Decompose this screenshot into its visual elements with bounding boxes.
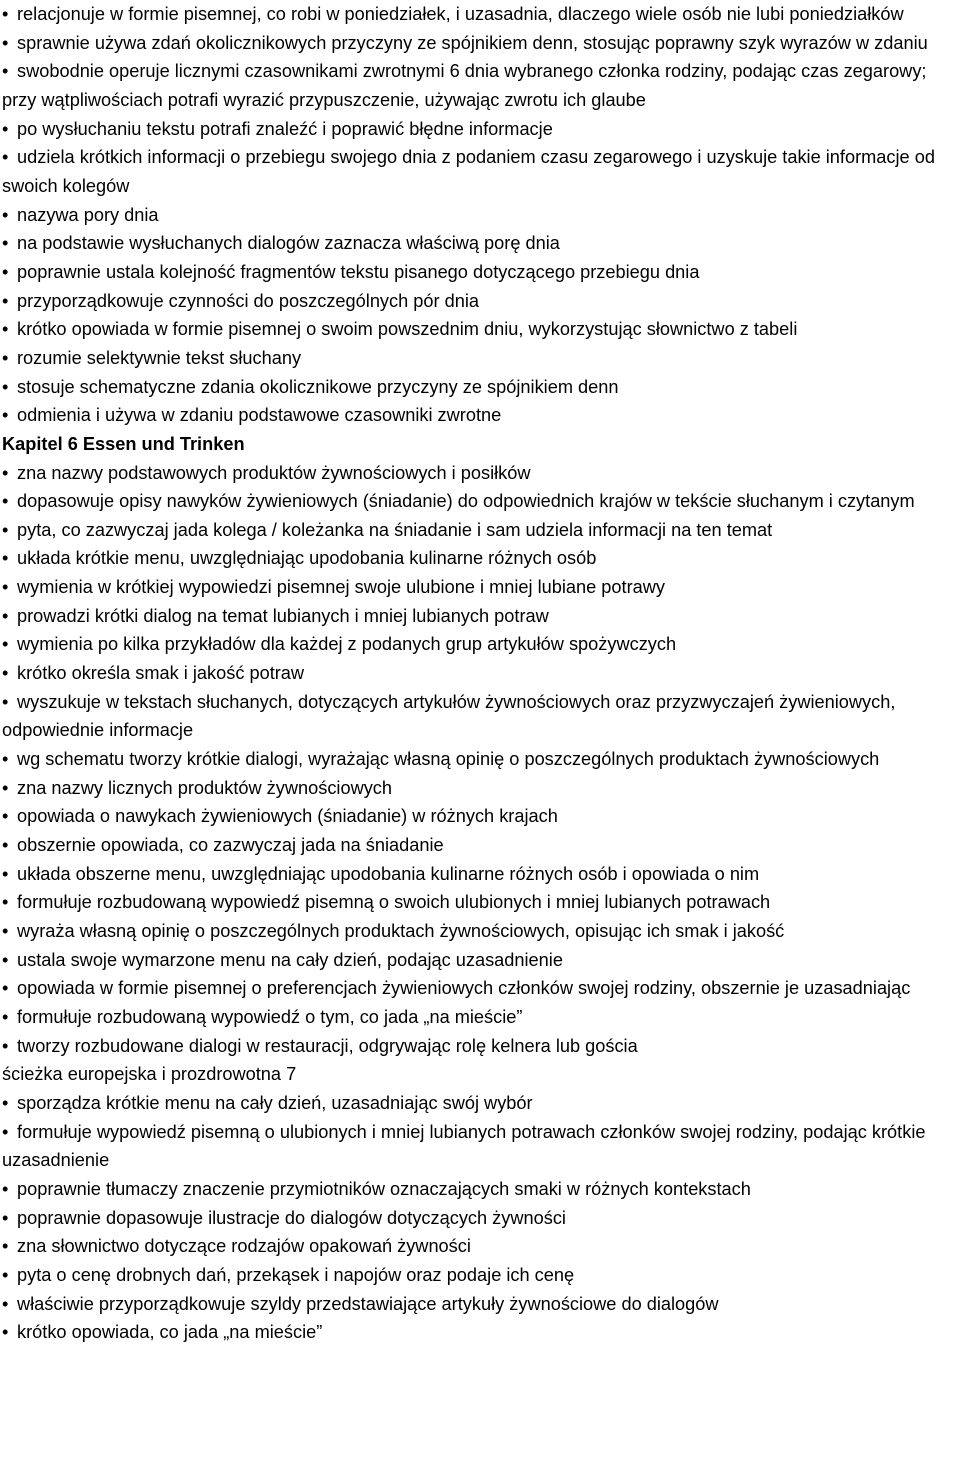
item-text: wyszukuje w tekstach słuchanych, dotyczących artykułów żywnościowych oraz przyzwyczajeń żywieniowych, odpowiednie informacje bbox=[2, 691, 896, 741]
section-label bbox=[2, 1060, 960, 1089]
bullet-item bbox=[2, 1032, 960, 1061]
bullet-item bbox=[2, 630, 960, 659]
bullet-item bbox=[2, 459, 960, 488]
section-heading bbox=[2, 430, 960, 459]
bullet-item bbox=[2, 1204, 960, 1233]
bullet-item bbox=[2, 860, 960, 889]
bullet-item bbox=[2, 29, 960, 58]
item-text: wymienia po kilka przykładów dla każdej z podanych grup artykułów spożywczych bbox=[17, 634, 677, 655]
item-text: właściwie przyporządkowuje szyldy przedstawiające artykuły żywnościowe do dialogów bbox=[17, 1293, 719, 1314]
bullet-item bbox=[2, 602, 960, 631]
item-text: formułuje rozbudowaną wypowiedź pisemną o swoich ulubionych i mniej lubianych potrawach bbox=[17, 892, 771, 913]
bullet-item bbox=[2, 1003, 960, 1032]
bullet-item bbox=[2, 1290, 960, 1319]
bullet-item bbox=[2, 1118, 960, 1175]
item-text: po wysłuchaniu tekstu potrafi znaleźć i poprawić błędne informacje bbox=[17, 118, 553, 139]
item-text: swobodnie operuje licznymi czasownikami zwrotnymi 6 dnia wybranego członka rodziny, podając czas zegarowy; przy wątpliwościach potrafi wyrazić przypuszczenie, używając zwrotu ich glaube bbox=[2, 61, 927, 110]
bullet-item bbox=[2, 487, 960, 516]
bullet-item bbox=[2, 544, 960, 573]
item-text: pyta o cenę drobnych dań, przekąsek i napojów oraz podaje ich cenę bbox=[17, 1264, 575, 1285]
item-text: relacjonuje w formie pisemnej, co robi w poniedziałek, i uzasadnia, dlaczego wiele osób nie lubi poniedziałków bbox=[17, 4, 904, 24]
bullet-item bbox=[2, 287, 960, 316]
bullet-item bbox=[2, 917, 960, 946]
bullet-item bbox=[2, 373, 960, 402]
item-text: zna nazwy licznych produktów żywnościowych bbox=[17, 777, 393, 798]
item-text: udziela krótkich informacji o przebiegu swojego dnia z podaniem czasu zegarowego i uzyskuje takie informacje od swoich kolegów bbox=[2, 147, 935, 196]
bullet-item bbox=[2, 401, 960, 430]
bullet-item bbox=[2, 688, 960, 745]
item-text: poprawnie ustala kolejność fragmentów tekstu pisanego dotyczącego przebiegu dnia bbox=[17, 261, 700, 282]
item-text: odmienia i używa w zdaniu podstawowe czasowniki zwrotne bbox=[17, 405, 502, 426]
bullet-item bbox=[2, 229, 960, 258]
bullet-item bbox=[2, 802, 960, 831]
bullet-item bbox=[2, 888, 960, 917]
item-text: Kapitel 6 Essen und Trinken bbox=[2, 433, 245, 454]
item-text: ścieżka europejska i prozdrowotna 7 bbox=[2, 1064, 297, 1085]
item-text: nazywa pory dnia bbox=[17, 204, 159, 225]
item-text: krótko opowiada, co jada „na mieście” bbox=[17, 1322, 323, 1343]
bullet-item bbox=[2, 516, 960, 545]
item-text: pyta, co zazwyczaj jada kolega / koleżanka na śniadanie i sam udziela informacji na ten temat bbox=[17, 519, 773, 540]
bullet-item bbox=[2, 344, 960, 373]
item-text: wymienia w krótkiej wypowiedzi pisemnej swoje ulubione i mniej lubiane potrawy bbox=[17, 577, 665, 598]
item-text: tworzy rozbudowane dialogi w restauracji, odgrywając rolę kelnera lub gościa bbox=[17, 1035, 638, 1056]
item-text: opowiada w formie pisemnej o preferencjach żywieniowych członków swojej rodziny, obszernie je uzasadniając bbox=[17, 978, 911, 999]
bullet-item bbox=[2, 659, 960, 688]
item-text: sprawnie używa zdań okolicznikowych przyczyny ze spójnikiem denn, stosując poprawny szyk wyrazów w zdaniu bbox=[17, 32, 928, 53]
item-text: poprawnie dopasowuje ilustracje do dialogów dotyczących żywności bbox=[17, 1207, 566, 1228]
item-text: układa krótkie menu, uwzględniając upodobania kulinarne różnych osób bbox=[17, 548, 597, 569]
item-text: ustala swoje wymarzone menu na cały dzień, podając uzasadnienie bbox=[17, 949, 563, 970]
item-text: formułuje rozbudowaną wypowiedź o tym, co jada „na mieście” bbox=[17, 1006, 523, 1027]
item-text: opowiada o nawykach żywieniowych (śniadanie) w różnych krajach bbox=[17, 806, 558, 827]
bullet-item bbox=[2, 1089, 960, 1118]
bullet-item bbox=[2, 1175, 960, 1204]
bullet-item bbox=[2, 1232, 960, 1261]
item-text: obszernie opowiada, co zazwyczaj jada na śniadanie bbox=[17, 835, 444, 856]
bullet-item bbox=[2, 0, 960, 29]
bullet-item bbox=[2, 258, 960, 287]
bullet-item bbox=[2, 115, 960, 144]
bullet-item bbox=[2, 573, 960, 602]
bullet-item bbox=[2, 143, 960, 200]
bullet-item bbox=[2, 831, 960, 860]
item-text: rozumie selektywnie tekst słuchany bbox=[17, 347, 302, 368]
item-text: dopasowuje opisy nawyków żywieniowych (śniadanie) do odpowiednich krajów w tekście słuchanym i czytanym bbox=[17, 491, 915, 512]
bullet-item bbox=[2, 946, 960, 975]
item-text: sporządza krótkie menu na cały dzień, uzasadniając swój wybór bbox=[17, 1092, 533, 1113]
bullet-item bbox=[2, 774, 960, 803]
bullet-item bbox=[2, 1261, 960, 1290]
item-text: wg schematu tworzy krótkie dialogi, wyrażając własną opinię o poszczególnych produktach żywnościowych bbox=[17, 749, 880, 770]
item-text: zna nazwy podstawowych produktów żywnościowych i posiłków bbox=[17, 462, 531, 483]
item-text: wyraża własną opinię o poszczególnych produktach żywnościowych, opisując ich smak i jakość bbox=[17, 921, 785, 941]
bullet-item bbox=[2, 745, 960, 774]
item-text: formułuje wypowiedź pisemną o ulubionych i mniej lubianych potrawach członków swojej rodziny, podając krótkie uzasadnienie bbox=[2, 1121, 926, 1171]
bullet-item bbox=[2, 201, 960, 230]
item-text: przyporządkowuje czynności do poszczególnych pór dnia bbox=[17, 290, 480, 311]
item-text: prowadzi krótki dialog na temat lubianych i mniej lubianych potraw bbox=[17, 605, 549, 626]
item-text: na podstawie wysłuchanych dialogów zaznacza właściwą porę dnia bbox=[17, 233, 560, 254]
item-text: stosuje schematyczne zdania okolicznikowe przyczyny ze spójnikiem denn bbox=[17, 376, 619, 397]
item-text: zna słownictwo dotyczące rodzajów opakowań żywności bbox=[17, 1236, 471, 1257]
bullet-item bbox=[2, 57, 960, 114]
bullet-item bbox=[2, 974, 960, 1003]
item-text: układa obszerne menu, uwzględniając upodobania kulinarne różnych osób i opowiada o nim bbox=[17, 863, 760, 884]
item-text: krótko określa smak i jakość potraw bbox=[17, 663, 305, 684]
bullet-item bbox=[2, 1318, 960, 1347]
item-text: poprawnie tłumaczy znaczenie przymiotników oznaczających smaki w różnych kontekstach bbox=[17, 1178, 751, 1199]
bullet-item bbox=[2, 315, 960, 344]
item-text: krótko opowiada w formie pisemnej o swoim powszednim dniu, wykorzystując słownictwo z tabeli bbox=[17, 319, 798, 340]
